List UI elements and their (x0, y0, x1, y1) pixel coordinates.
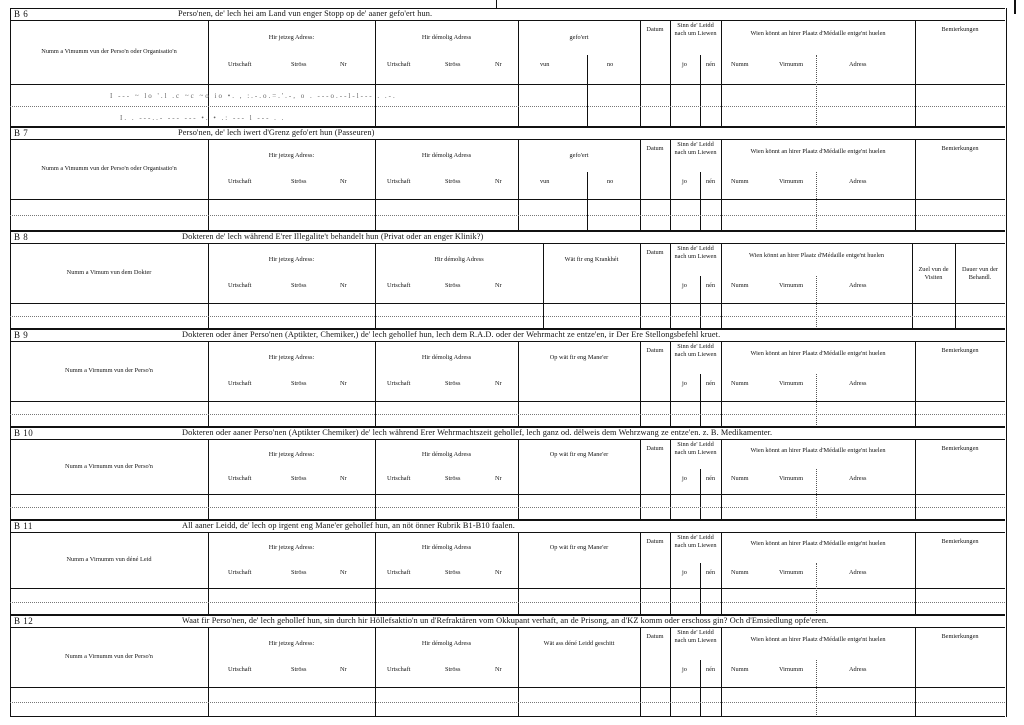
remarks-column-header: Bemierkungen (941, 633, 979, 640)
section-code: B 8 (14, 232, 29, 242)
old-number-header: Nr (495, 475, 502, 482)
date-column-header: Datum (646, 347, 664, 354)
medal-address-header: Adress (849, 282, 867, 289)
medal-name-header: Numm (731, 178, 749, 185)
name-column-header: Numm a Virnumm vun der Perso'n (65, 462, 153, 470)
medal-firstname-header: Virnumm (779, 475, 804, 482)
medal-column-header: Wien könnt an hirer Plaatz d'Médaille entge'nt huelen (750, 148, 886, 155)
medal-name-header: Numm (731, 475, 749, 482)
name-column-header: Numm a Virnumm vun der Perso'n (65, 367, 153, 374)
alive-no-header: nén (706, 178, 716, 185)
column-header (10, 439, 1005, 495)
extra-from-header: vun (540, 178, 550, 185)
current-street-header: Ströss (291, 475, 307, 482)
section-code: B 12 (14, 616, 34, 626)
section-title: Perso'nen, de' lech hei am Land vun enger Stopp op de' aaner gefo'ert hun. (178, 9, 433, 18)
medal-address-header: Adress (849, 178, 867, 185)
medal-address-header: Adress (849, 475, 867, 482)
current-town-header: Urtschaft (228, 569, 252, 576)
medal-firstname-header: Virnumm (779, 282, 804, 289)
alive-yes-header: jo (682, 178, 687, 185)
extra-column-header: gefo'ert (569, 34, 589, 42)
remarks-column-header: Bemierkungen (941, 347, 979, 354)
section-b8 (10, 231, 1005, 329)
entry-row[interactable] (10, 588, 1005, 602)
section-title: All aaner Leidd, de' lech op irgent eng Mane'er gehollef hun, an nöt önner Rubrik B1-B10 faalen. (182, 521, 515, 530)
alive-column-header: Sinn de' Leidd nach um Liewen (674, 629, 717, 645)
column-header (10, 139, 1005, 200)
name-column-header: Numm a Vimumm vun der Perso'n oder Organisatio'n (41, 48, 177, 55)
old-address-header: Hir démolig Adress (434, 256, 484, 264)
date-column-header: Datum (646, 26, 664, 34)
medal-name-header: Numm (731, 380, 749, 387)
old-address-header: Hir démolig Adress (421, 451, 472, 459)
entry-row[interactable] (10, 687, 1005, 702)
extra-to-header: no (607, 178, 614, 185)
entry-row[interactable] (10, 199, 1005, 215)
old-town-header: Urtschaft (387, 61, 411, 68)
remarks-column-header: Bemierkungen (941, 145, 979, 152)
current-town-header: Urtschaft (228, 178, 252, 185)
medal-firstname-header: Virnumm (779, 666, 804, 673)
alive-column-header: Sinn de' Leidd nach um Liewen (674, 534, 717, 550)
medal-firstname-header: Virnumm (779, 178, 804, 185)
old-street-header: Ströss (445, 178, 461, 185)
old-street-header: Ströss (445, 380, 461, 387)
alive-no-header: nén (706, 475, 716, 482)
medal-name-header: Numm (731, 61, 749, 68)
current-address-header: Hir jetzeg Adress: (268, 544, 315, 552)
old-number-header: Nr (495, 282, 502, 289)
section-title: Dokteren de' lech während E'rer Illegalite't behandelt hun (Privat oder an enger Klinik?) (182, 232, 484, 241)
section-b9 (10, 329, 1005, 427)
old-street-header: Ströss (445, 569, 461, 576)
section-b10 (10, 427, 1005, 520)
medal-address-header: Adress (849, 666, 867, 673)
current-number-header: Nr (340, 475, 347, 482)
remarks-column-header: Bemierkungen (941, 26, 979, 34)
old-street-header: Ströss (445, 666, 461, 673)
medal-address-header: Adress (849, 569, 867, 576)
section-bottom-border (10, 716, 1005, 717)
alive-column-header: Sinn de' Leidd nach um Liewen (674, 343, 717, 359)
section-b11 (10, 520, 1005, 615)
edge-mark (1014, 0, 1016, 14)
current-address-header: Hir jetzeg Adress: (268, 640, 315, 648)
section-code: B 10 (14, 428, 34, 438)
old-town-header: Urtschaft (387, 666, 411, 673)
date-column-header: Datum (646, 633, 664, 640)
extra-from-header: vun (540, 61, 550, 68)
current-town-header: Urtschaft (228, 475, 252, 482)
date-column-header: Datum (646, 249, 664, 256)
column-header (10, 532, 1005, 589)
old-address-header: Hir démolig Adress (421, 152, 472, 160)
alive-yes-header: jo (682, 61, 687, 68)
current-street-header: Ströss (291, 380, 307, 387)
old-number-header: Nr (495, 178, 502, 185)
medal-address-header: Adress (849, 380, 867, 387)
old-number-header: Nr (495, 569, 502, 576)
section-code: B 11 (14, 521, 33, 531)
duration-column-header: Dauer vun der Behandl. (961, 265, 999, 282)
entry-row[interactable] (10, 702, 1005, 717)
current-town-header: Urtschaft (228, 380, 252, 387)
section-code: B 7 (14, 128, 29, 138)
bleed-through-mark: I. . ---..- --- --- •. • .: --- l --- . . (120, 114, 286, 122)
old-address-header: Hir démolig Adress (421, 34, 472, 42)
edge-mark (496, 0, 497, 8)
alive-column-header: Sinn de' Leidd nach um Liewen (674, 141, 717, 157)
extra-to-header: no (607, 61, 614, 68)
medal-column-header: Wien könnt an hirer Plaatz d'Médaille entge'nt huelen (750, 540, 886, 548)
current-address-header: Hir jetzeg Adress: (268, 34, 315, 42)
medal-firstname-header: Virnumm (779, 569, 804, 576)
current-address-header: Hir jetzeg Adress: (268, 451, 315, 459)
current-address-header: Hir jetzeg Adress: (268, 256, 315, 264)
old-town-header: Urtschaft (387, 282, 411, 289)
old-number-header: Nr (495, 380, 502, 387)
medal-firstname-header: Virnumm (779, 61, 804, 68)
old-town-header: Urtschaft (387, 178, 411, 185)
medal-column-header: Wien könnt an hirer Plaatz d'Médaille entge'nt huelen (750, 636, 886, 643)
extra-column-header: gefo'ert (569, 152, 589, 160)
alive-column-header: Sinn de' Leidd nach um Liewen (674, 22, 717, 38)
column-header (10, 243, 1005, 304)
medal-address-header: Adress (849, 61, 867, 68)
current-street-header: Ströss (291, 569, 307, 576)
alive-no-header: nén (706, 380, 716, 387)
old-street-header: Ströss (445, 282, 461, 289)
current-town-header: Urtschaft (228, 666, 252, 673)
section-code: B 9 (14, 330, 29, 340)
section-b7 (10, 127, 1005, 231)
column-header (10, 627, 1005, 688)
alive-no-header: nén (706, 666, 716, 673)
old-street-header: Ströss (445, 61, 461, 68)
section-b12 (10, 615, 1005, 717)
date-column-header: Datum (646, 145, 664, 152)
section-title: Waat fir Perso'nen, de' lech gehollef hun, sin durch hir Höllefsaktio'n un d'Refraktären vom Okkupant verhaft, an de Prisong, an d'KZ komm oder erschoss gin? Och d'Emsiedlung opfe'eren. (182, 616, 829, 625)
current-number-header: Nr (340, 61, 347, 68)
entry-row[interactable] (10, 401, 1005, 414)
alive-column-header: Sinn de' Leidd nach um Liewen (674, 245, 717, 261)
old-address-header: Hir démolig Adress (421, 640, 472, 648)
extra-column-header: Wät fir eng Krankhét (564, 256, 619, 264)
old-street-header: Ströss (445, 475, 461, 482)
section-b6 (10, 8, 1005, 127)
current-street-header: Ströss (291, 282, 307, 289)
column-header (10, 341, 1005, 402)
remarks-column-header: Bemierkungen (941, 537, 979, 545)
old-number-header: Nr (495, 666, 502, 673)
current-town-header: Urtschaft (228, 61, 252, 68)
bleed-through-mark: I --- ~ lo '.l .c ~c ~o io •. , :.-.o.=.'.-, o . ---o.--l-l--- . .-. (110, 92, 397, 100)
old-town-header: Urtschaft (387, 380, 411, 387)
section-code: B 6 (14, 9, 29, 19)
extra-column-header: Op wät fir eng Mane'er (549, 354, 609, 362)
current-number-header: Nr (340, 178, 347, 185)
medal-name-header: Numm (731, 282, 749, 289)
column-header (10, 20, 1005, 85)
current-street-header: Ströss (291, 61, 307, 68)
alive-no-header: nén (706, 569, 716, 576)
name-column-header: Numm a Vimumm vun der Perso'n oder Organisatio'n (41, 165, 177, 172)
alive-yes-header: jo (682, 569, 687, 576)
medal-column-header: Wien könnt an hirer Plaatz d'Médaille entge'nt huelen (750, 29, 886, 37)
date-column-header: Datum (646, 537, 664, 545)
alive-no-header: nén (706, 61, 716, 68)
current-number-header: Nr (340, 569, 347, 576)
current-address-header: Hir jetzeg Adress: (268, 354, 315, 362)
medal-name-header: Numm (731, 666, 749, 673)
old-address-header: Hir démolig Adress (421, 544, 472, 552)
alive-yes-header: jo (682, 666, 687, 673)
old-address-header: Hir démolig Adress (421, 354, 472, 362)
alive-column-header: Sinn de' Leidd nach um Liewen (674, 441, 717, 457)
date-column-header: Datum (646, 444, 664, 452)
remarks-column-header: Bemierkungen (941, 444, 979, 452)
alive-no-header: nén (706, 282, 716, 289)
medal-column-header: Wien könnt an hirer Plaatz d'Médaille entge'nt huelen (750, 350, 886, 357)
visits-column-header: Zuel vun de Visiten (918, 265, 949, 282)
medal-column-header: Wien könnt an hirer Plaatz d'Médaille entge'nt huelen (748, 252, 885, 259)
alive-yes-header: jo (682, 380, 687, 387)
entry-row[interactable] (10, 215, 1005, 231)
alive-yes-header: jo (682, 475, 687, 482)
current-town-header: Urtschaft (228, 282, 252, 289)
name-column-header: Numm a Vimum vun dem Dokter (66, 269, 152, 276)
medal-firstname-header: Virnumm (779, 380, 804, 387)
extra-column-header: Op wät fir eng Mane'er (549, 544, 609, 552)
section-title: Dokteren oder aaner Perso'nen (Aptikter Chemiker) de' lech während Erer Wehrmachtszeit gehollef, lech ganz od. dëlweis dem Wehrzwang ze entze'en. z. B. Medikamenter. (182, 428, 773, 437)
current-number-header: Nr (340, 380, 347, 387)
old-town-header: Urtschaft (387, 475, 411, 482)
name-column-header: Numm a Virnumm vun déné Leid (66, 556, 152, 563)
entry-row[interactable] (10, 303, 1005, 316)
current-number-header: Nr (340, 666, 347, 673)
current-address-header: Hir jetzeg Adress: (268, 152, 315, 160)
old-number-header: Nr (495, 61, 502, 68)
current-street-header: Ströss (291, 178, 307, 185)
extra-column-header: Op wät fir eng Mane'er (549, 451, 609, 459)
section-title: Perso'nen, de' lech iwert d'Grenz gefo'ert hun (Passeuren) (178, 128, 375, 137)
current-number-header: Nr (340, 282, 347, 289)
section-title: Dokteren oder äner Perso'nen (Aptikter, Chemiker,) de' lech gehollef hun, lech dem R.A.D. oder der Wehrmacht ze entze'en, ir Der Ere Stellongsbefehl kruet. (182, 330, 721, 339)
alive-yes-header: jo (682, 282, 687, 289)
medal-column-header: Wien könnt an hirer Plaatz d'Médaille entge'nt huelen (750, 447, 886, 455)
entry-row[interactable] (10, 494, 1005, 507)
medal-name-header: Numm (731, 569, 749, 576)
current-street-header: Ströss (291, 666, 307, 673)
extra-column-header: Wät ass déné Leidd geschitt (543, 640, 615, 648)
name-column-header: Numm a Virnumm vun der Perso'n (65, 653, 153, 660)
old-town-header: Urtschaft (387, 569, 411, 576)
